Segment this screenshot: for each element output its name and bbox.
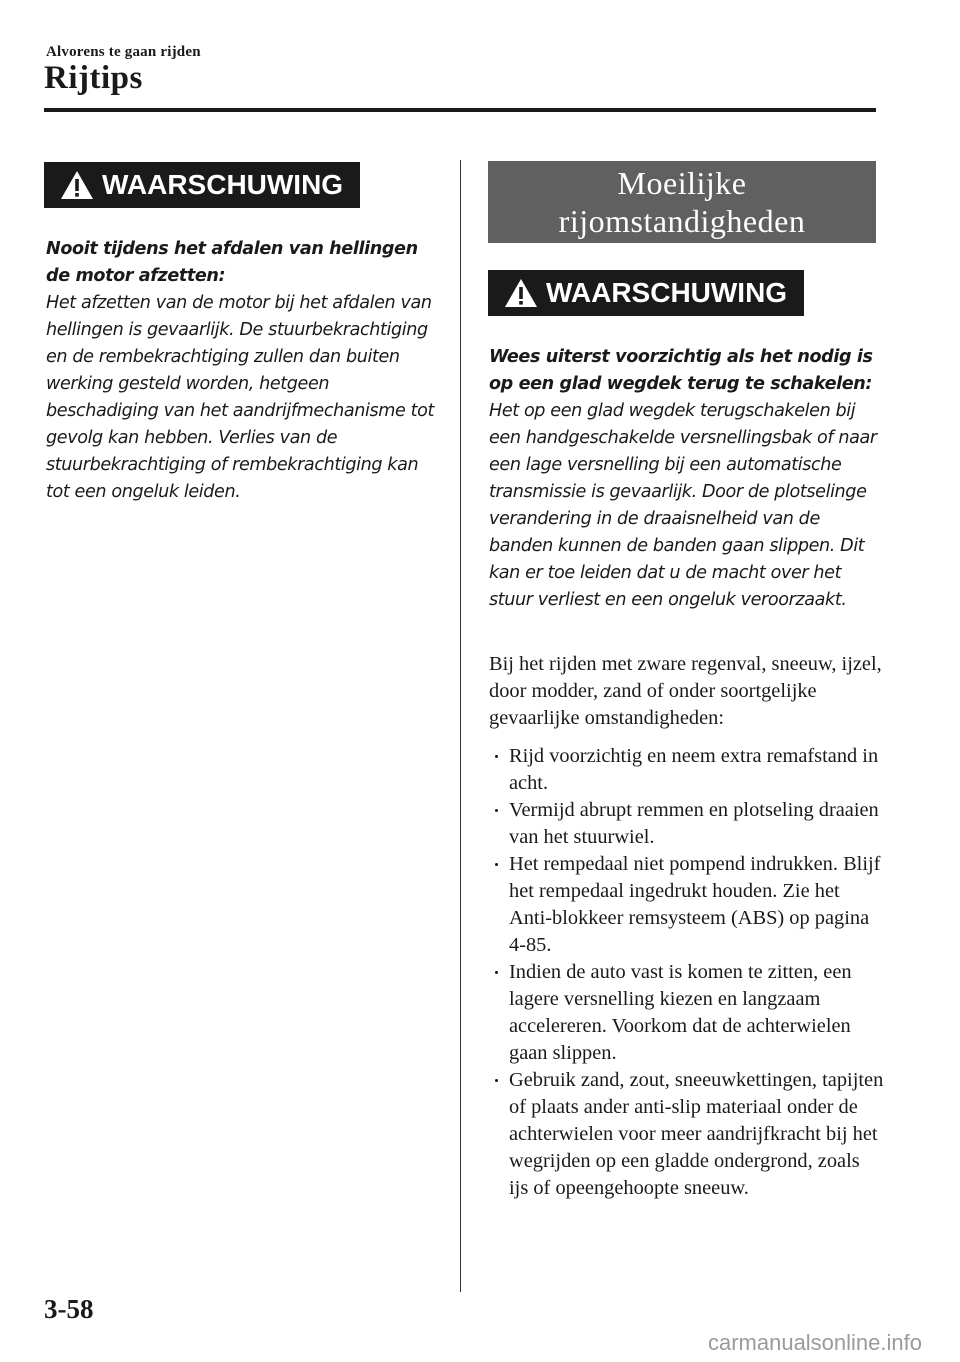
running-header-section: Alvorens te gaan rijden: [46, 44, 201, 60]
left-warning-body: Het afzetten van de motor bij het afdalen van hellingen is gevaarlijk. De stuurbekrachtiging en de rembekrachtiging zullen dan buiten werking gesteld worden, hetgeen beschadiging van het aandrijfmechanisme tot gevolg kan hebben. Verlies van de stuurbekrachtiging of rembekrachtiging kan tot een ongeluk leiden.: [46, 293, 434, 502]
bullet-icon: [495, 971, 498, 974]
tips-list: [489, 743, 884, 1202]
left-warning-label: WAARSCHUWING: [102, 169, 344, 200]
left-warning-text: [46, 236, 444, 506]
right-warning-lead: Wees uiterst voorzichtig als het nodig is op een glad wegdek terug te schakelen:: [489, 347, 873, 394]
left-warning-label-box: [44, 162, 360, 208]
right-warning-label-box: [488, 270, 804, 316]
section-title-box: [488, 161, 876, 243]
column-divider: [460, 160, 461, 1292]
right-warning-text: [489, 344, 884, 614]
warning-triangle-icon: [60, 170, 94, 200]
list-item: [489, 851, 884, 959]
list-item-text: Rijd voorzichtig en neem extra remafstand in acht.: [509, 745, 879, 794]
watermark: carmanualsonline.info: [707, 1330, 922, 1355]
bullet-icon: [495, 863, 498, 866]
page-number: 3-58: [44, 1294, 94, 1324]
list-item-text: Indien de auto vast is komen te zitten, een lagere versnelling kiezen en langzaam accelereren. Voorkom dat de achterwielen gaan slippen.: [509, 961, 852, 1064]
right-warning-body: Het op een glad wegdek terugschakelen bij een handgeschakelde versnellingsbak of naar een lage versnelling bij een automatische transmissie is gevaarlijk. Door de plotselinge verandering in de draaisnelheid van de banden kunnen de banden gaan slippen. Dit kan er toe leiden dat u de macht over het stuur verliest en een ongeluk veroorzaakt.: [489, 401, 877, 610]
list-item: [489, 743, 884, 797]
section-title-line2: rijomstandigheden: [558, 203, 806, 239]
conditions-intro: Bij het rijden met zware regenval, sneeuw, ijzel, door modder, zand of onder soortgelijke gevaarlijke omstandigheden:: [489, 653, 882, 729]
right-warning-label: WAARSCHUWING: [546, 277, 788, 308]
list-item-text: Het rempedaal niet pompend indrukken. Blijf het rempedaal ingedrukt houden. Zie het Anti-blokkeer remsysteem (ABS) op pagina 4-85.: [509, 853, 881, 956]
section-title-line1: Moeilijke: [617, 165, 747, 201]
bullet-icon: [495, 1079, 498, 1082]
running-header-title: Rijtips: [44, 60, 143, 96]
list-item: [489, 797, 884, 851]
list-item-text: Vermijd abrupt remmen en plotseling draaien van het stuurwiel.: [509, 799, 879, 848]
list-item: [489, 1067, 884, 1202]
bullet-icon: [495, 755, 498, 758]
warning-triangle-icon: [504, 278, 538, 308]
list-item-text: Gebruik zand, zout, sneeuwkettingen, tapijten of plaats ander anti-slip materiaal onder de achterwielen voor meer aandrijfkracht bij het wegrijden op een gladde ondergrond, zoals ijs of opeengehoopte sneeuw.: [509, 1069, 884, 1199]
left-warning-lead: Nooit tijdens het afdalen van hellingen de motor afzetten:: [46, 239, 418, 286]
header-rule: [44, 108, 876, 112]
list-item: [489, 959, 884, 1067]
bullet-icon: [495, 809, 498, 812]
